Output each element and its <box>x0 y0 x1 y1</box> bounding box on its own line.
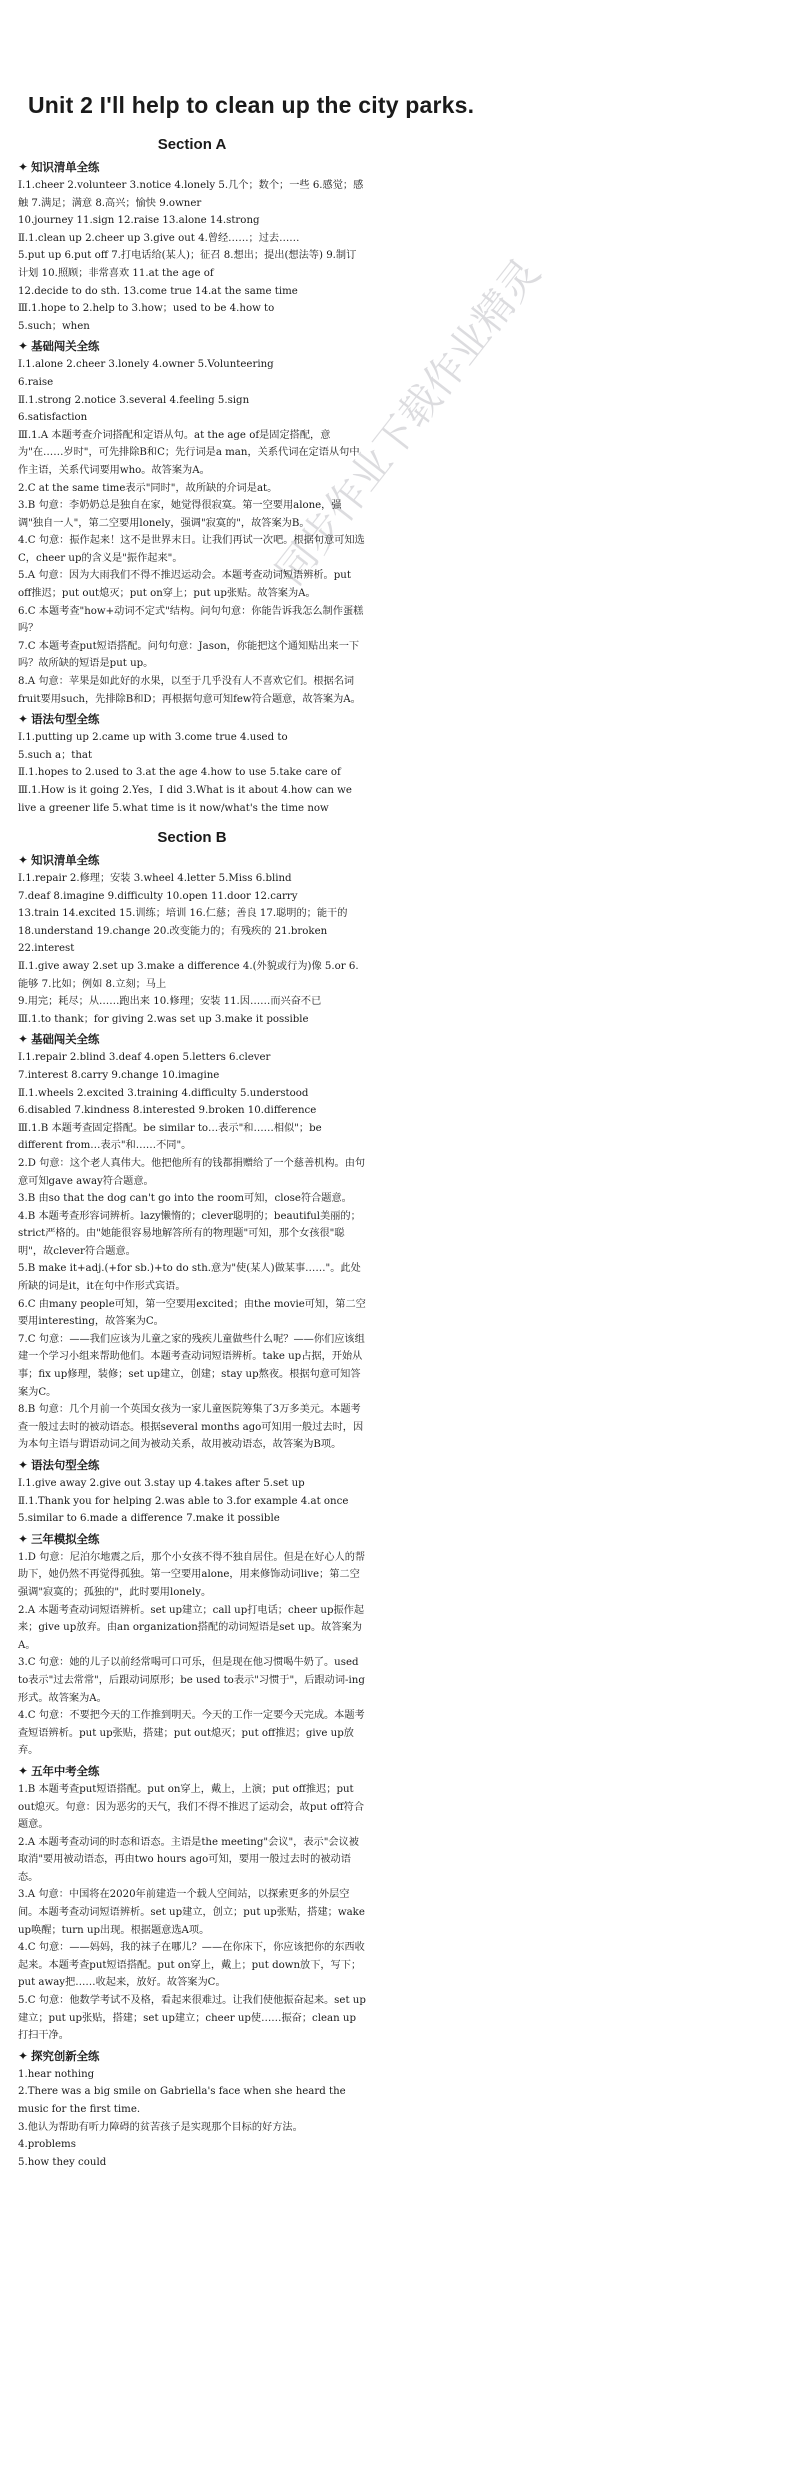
subsection-title-text: 基础闯关全练 <box>31 1032 100 1047</box>
answer-line: Ⅱ.1.clean up 2.cheer up 3.give out 4.曾经……；过去…… <box>18 232 300 244</box>
answer-line: Ⅲ.1.B 本题考查固定搭配。be similar to…表示"和……相似"；be different from…表示"和……不同"。 <box>18 1122 322 1152</box>
star-icon: ✦ <box>18 853 29 867</box>
subsection-title-text: 知识清单全练 <box>31 160 100 174</box>
star-icon: ✦ <box>18 1531 29 1546</box>
subsection-title <box>18 337 366 356</box>
answer-line: Ⅰ.1.cheer 2.volunteer 3.notice 4.lonely 5.几个；数个；一些 6.感觉；感触 7.满足；满意 8.高兴；愉快 9.owner <box>18 180 364 209</box>
answer-line: 9.用完；耗尽；从……跑出来 10.修理；安装 11.因……而兴奋不已 <box>18 996 322 1008</box>
answer-line: Ⅱ.1.strong 2.notice 3.several 4.feeling 5.sign <box>18 394 250 406</box>
subsection-title-text: 五年中考全练 <box>31 1763 100 1778</box>
answer-line: 5.put up 6.put off 7.打电话给(某人)；征召 8.想出；提出(想法等) 9.制订计划 10.照顾；非常喜欢 11.at the age of <box>18 250 357 279</box>
answer-line: Ⅰ.1.repair 2.blind 3.deaf 4.open 5.letters 6.clever <box>18 1052 271 1064</box>
answer-line: 3.A 句意：中国将在2020年前建造一个载人空间站，以探索更多的外层空间。本题考查动词短语辨析。set up建立，创立；put up张贴，搭建；wake up唤醒；turn up出现。根据题意选A项。 <box>18 1889 365 1936</box>
star-icon: ✦ <box>18 339 29 354</box>
answer-line: 5.C 句意：他数学考试不及格，看起来很难过。让我们使他振奋起来。set up建立；put up张贴，搭建；set up建立；cheer up使……振奋；clean up打扫干净。 <box>18 1995 366 2042</box>
star-icon: ✦ <box>18 1763 29 1778</box>
answer-line: 3.他认为帮助有听力障碍的贫苦孩子是实现那个目标的好方法。 <box>18 2121 303 2133</box>
subsection-title <box>18 158 366 177</box>
answer-line: Ⅱ.1.give away 2.set up 3.make a difference 4.(外貌或行为)像 5.or 6.能够 7.比如；例如 8.立刻；马上 <box>18 960 359 990</box>
answer-line: 10.journey 11.sign 12.raise 13.alone 14.strong <box>18 215 260 227</box>
answer-line: 7.interest 8.carry 9.change 10.imagine <box>18 1069 220 1081</box>
answer-line: Ⅱ.1.wheels 2.excited 3.training 4.difficulty 5.understood <box>18 1087 309 1099</box>
answer-line: Ⅱ.1.Thank you for helping 2.was able to 3.for example 4.at once 5.similar to 6.made a difference 7.make it possible <box>18 1495 349 1525</box>
section-a-heading: Section A <box>157 136 227 153</box>
subsection-title-text: 知识清单全练 <box>31 853 100 867</box>
answer-line: 3.B 由so that the dog can't go into the room可知，close符合题意。 <box>18 1193 352 1205</box>
answer-line: 5.A 句意：因为大雨我们不得不推迟运动会。本题考查动词短语辨析。put off推迟；put out熄灭；put on穿上；put up张贴。故答案为A。 <box>18 570 351 600</box>
section-b <box>18 823 366 2171</box>
star-icon: ✦ <box>18 2048 29 2063</box>
watermark-text: 同步作业下载作业精灵 <box>267 250 550 594</box>
answer-line: 1.B 本题考查put短语搭配。put on穿上，戴上，上演；put off推迟；put out熄灭。句意：因为恶劣的天气，我们不得不推迟了运动会，故put off符合题意。 <box>18 1783 365 1831</box>
answer-line: Ⅲ.1.How is it going 2.Yes，I did 3.What is it about 4.how can we live a greener life 5.what time is it now/what's the time now <box>18 785 352 814</box>
answer-line: 7.C 句意：——我们应该为儿童之家的残疾儿童做些什么呢？——你们应该组建一个学习小组来帮助他们。本题考查动词短语辨析。take up占据，开始从事；fix up修理，装修；set up建立，创建；stay up熬夜。根据句意可知答案为C。 <box>18 1333 365 1398</box>
answer-line: Ⅲ.1.A 本题考查介词搭配和定语从句。at the age of是固定搭配，意为"在……岁时"，可先排除B和C；先行词是a man，关系代词在定语从句中作主语，关系代词要用who。故答案为A。 <box>18 429 360 476</box>
answer-line: 2.C at the same time表示"同时"，故所缺的介词是at。 <box>18 482 278 494</box>
subsection-title-text: 探究创新全练 <box>31 2048 100 2063</box>
answer-line: 7.deaf 8.imagine 9.difficulty 10.open 11.door 12.carry <box>18 890 298 902</box>
answer-line: 5.such a；that <box>18 749 93 761</box>
answer-line: 6.disabled 7.kindness 8.interested 9.broken 10.difference <box>18 1105 317 1117</box>
answer-line: 5.how they could <box>18 2156 107 2168</box>
answer-line: 2.A 本题考查动词的时态和语态。主语是the meeting"会议"，表示"会议被取消"要用被动语态，再由two hours ago可知，要用一般过去时的被动语态。 <box>18 1836 359 1883</box>
answer-line: 4.B 本题考查形容词辨析。lazy懒惰的；clever聪明的；beautiful美丽的；strict严格的。由"她能很容易地解答所有的物理题"可知，那个女孩很"聪明"，故clever符合题意。 <box>18 1210 361 1257</box>
answer-line: 4.problems <box>18 2139 76 2151</box>
answer-line: Ⅰ.1.give away 2.give out 3.stay up 4.takes after 5.set up <box>18 1478 305 1489</box>
answer-line: Ⅰ.1.repair 2.修理；安装 3.wheel 4.letter 5.Miss 6.blind <box>18 873 292 884</box>
subsection-title-text: 三年模拟全练 <box>31 1531 100 1546</box>
answer-line: 8.A 句意：苹果是如此好的水果，以至于几乎没有人不喜欢它们。根据名词fruit要用such，先排除B和D；再根据句意可知few符合题意，故答案为A。 <box>18 676 361 705</box>
subsection-title <box>18 1030 366 1049</box>
answer-line: 2.There was a big smile on Gabriella's face when she heard the music for the first time. <box>18 2086 346 2115</box>
star-icon: ✦ <box>18 1458 29 1472</box>
answer-line: 12.decide to do sth. 13.come true 14.at the same time <box>18 285 298 297</box>
answer-line: Ⅰ.1.putting up 2.came up with 3.come true 4.used to <box>18 732 288 744</box>
subsection-title <box>18 1456 366 1475</box>
answer-line: 5.such；when <box>18 320 90 332</box>
answer-line: 8.B 句意：几个月前一个英国女孩为一家儿童医院筹集了3万多美元。本题考查一般过去时的被动语态。根据several months ago可知用一般过去时，因为本句主语与谓语动词之间为被动关系，故用被动语态，故答案为B项。 <box>18 1404 364 1451</box>
section-a <box>18 130 366 817</box>
answer-line: Ⅱ.1.hopes to 2.used to 3.at the age 4.how to use 5.take care of <box>18 767 341 779</box>
answer-line: Ⅰ.1.alone 2.cheer 3.lonely 4.owner 5.Volunteering <box>18 359 274 371</box>
answer-line: Ⅲ.1.hope to 2.help to 3.how；used to be 4.how to <box>18 303 275 315</box>
answer-line: 1.hear nothing <box>18 2068 95 2080</box>
answer-line: 2.A 本题考查动词短语辨析。set up建立；call up打电话；cheer up振作起来；give up放弃。由an organization搭配的动词短语是set up。故答案为A。 <box>18 1604 365 1651</box>
answer-line: 1.D 句意：尼泊尔地震之后，那个小女孩不得不独自居住。但是在好心人的帮助下，她仍然不再觉得孤独。第一空要用alone，用来修饰动词live；第二空强调"寂寞的；孤独的"，此时要用lonely。 <box>18 1551 366 1598</box>
answer-line: 6.raise <box>18 376 54 388</box>
subsection-title <box>18 1762 366 1781</box>
answer-line: 3.B 句意：李奶奶总是独自在家，她觉得很寂寞。第一空要用alone，强调"独自一人"，第二空要用lonely，强调"寂寞的"，故答案为B。 <box>18 500 342 529</box>
subsection-title-text: 基础闯关全练 <box>31 339 100 354</box>
subsection-title-text: 语法句型全练 <box>31 1458 100 1472</box>
subsection-title <box>18 710 366 729</box>
subsection-title <box>18 1530 366 1549</box>
answer-line: 13.train 14.excited 15.训练；培训 16.仁慈；善良 17.聪明的；能干的 18.understand 19.change 20.改变能力的；有残疾的 21.broken 22.interest <box>18 908 348 955</box>
star-icon: ✦ <box>18 712 29 727</box>
answer-line: 3.C 句意：她的儿子以前经常喝可口可乐，但是现在他习惯喝牛奶了。used to表示"过去常常"，后跟动词原形；be used to表示"习惯于"，后跟动词-ing形式。故答案为A。 <box>18 1657 365 1704</box>
answer-line: 4.C 句意：不要把今天的工作推到明天。今天的工作一定要今天完成。本题考查短语辨析。put up张贴，搭建；put out熄灭；put off推迟；give up放弃。 <box>18 1710 365 1757</box>
subsection-title-text: 语法句型全练 <box>31 712 100 727</box>
subsection-title <box>18 851 366 870</box>
answer-line: 6.satisfaction <box>18 412 88 424</box>
subsection-title <box>18 2047 366 2066</box>
star-icon: ✦ <box>18 1032 29 1047</box>
answer-line: 5.B make it+adj.(+for sb.)+to do sth.意为"使(某人)做某事……"。此处所缺的词是it，it在句中作形式宾语。 <box>18 1263 361 1293</box>
star-icon: ✦ <box>18 160 29 174</box>
answer-line: Ⅲ.1.to thank；for giving 2.was set up 3.make it possible <box>18 1013 309 1025</box>
unit-title: Unit 2 I'll help to clean up the city parks. <box>28 92 475 118</box>
answer-line: 4.C 句意：振作起来！这不是世界末日。让我们再试一次吧。根据句意可知选C，cheer up的含义是"振作起来"。 <box>18 535 365 564</box>
answer-line: 6.C 由many people可知，第一空要用excited；由the movie可知，第二空要用interesting，故答案为C。 <box>18 1298 366 1328</box>
answer-line: 4.C 句意：——妈妈，我的袜子在哪儿？——在你床下，你应该把你的东西收起来。本题考查put短语搭配。put on穿上，戴上；put down放下，写下；put away把……收起来，放好。故答案为C。 <box>18 1942 365 1989</box>
answer-line: 6.C 本题考查"how+动词不定式"结构。问句句意：你能告诉我怎么制作蛋糕吗？ <box>18 605 364 635</box>
answer-line: 7.C 本题考查put短语搭配。问句句意：Jason，你能把这个通知贴出来一下吗？故所缺的短语是put up。 <box>18 640 360 670</box>
answer-line: 2.D 句意：这个老人真伟大。他把他所有的钱都捐赠给了一个慈善机构。由句意可知gave away符合题意。 <box>18 1157 366 1187</box>
section-b-heading: Section B <box>157 829 227 846</box>
